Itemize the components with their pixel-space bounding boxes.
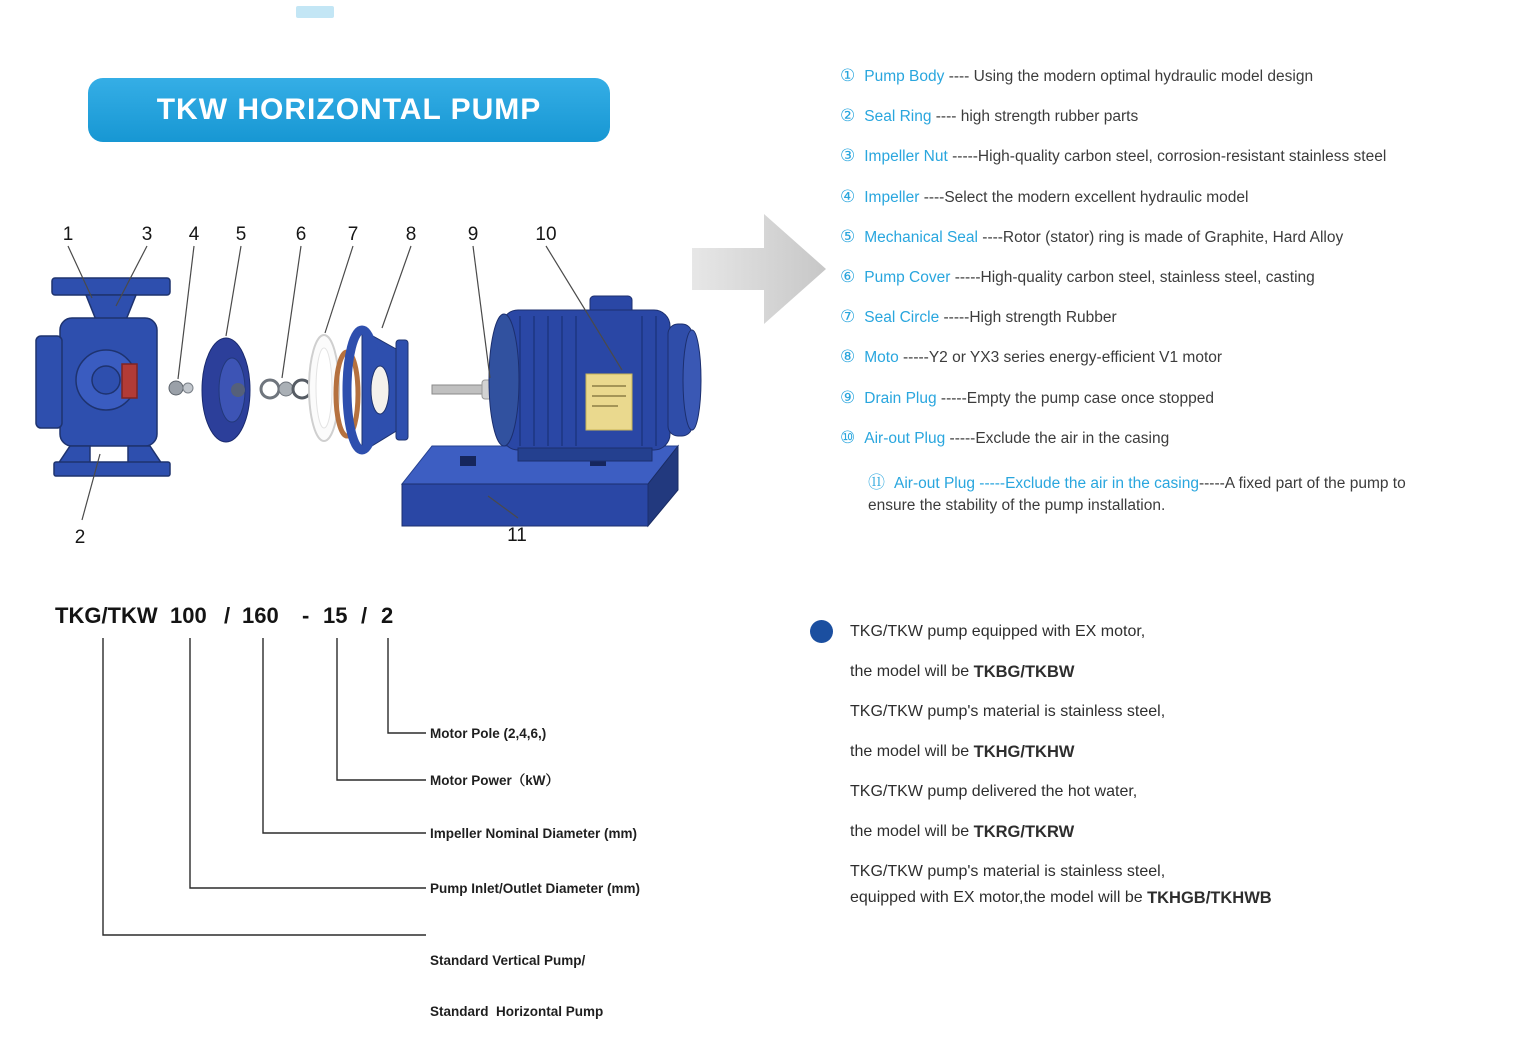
exploded-pump-diagram: [30, 198, 830, 563]
note-model-name: TKHG/TKHW: [973, 742, 1075, 761]
part-list-item: [840, 307, 1500, 347]
part-number-badge: ①: [840, 66, 856, 85]
note-text: TKG/TKW pump equipped with EX motor,: [850, 623, 1146, 640]
note-model-name: TKBG/TKBW: [973, 662, 1075, 681]
part-description: -----High-quality carbon steel, stainless steel, casting: [950, 268, 1315, 286]
part-label: Impeller: [864, 188, 920, 206]
part-list-item: [840, 347, 1500, 387]
part-description: -----High-quality carbon steel, corrosion-resistant stainless steel: [947, 148, 1387, 166]
callout-number-8: 8: [405, 224, 417, 245]
label-impeller-diameter: Impeller Nominal Diameter (mm): [430, 826, 638, 841]
part-list-item: [840, 388, 1500, 428]
part-list-item: [840, 227, 1500, 267]
part-description: -----High strength Rubber: [939, 309, 1117, 327]
note-text: the model will be: [850, 663, 974, 680]
model-code-power: 15: [323, 603, 348, 628]
part-label: Seal Circle: [864, 309, 940, 327]
part-label: Impeller Nut: [864, 148, 948, 166]
callout-number-9: 9: [467, 224, 479, 245]
part-description: ----Rotor (stator) ring is made of Graphite, Hard Alloy: [977, 228, 1344, 246]
note-line: [850, 878, 1470, 918]
part-list-item: [840, 468, 1500, 515]
model-code-connector-lines: [0, 600, 500, 1000]
part-number-badge: ⑥: [840, 266, 856, 286]
part-number-badge: ②: [840, 106, 856, 126]
part-number-badge: ⑧: [840, 347, 856, 367]
stray-print-mark: [296, 6, 334, 18]
part-list-item: [840, 428, 1500, 468]
part-number-badge: ④: [840, 186, 856, 206]
impeller-part: [202, 338, 250, 442]
part-description: -----Empty the pump case once stopped: [936, 389, 1215, 407]
part-list-item: [840, 66, 1500, 106]
part-number-badge: ⑤: [840, 226, 856, 246]
mechanical-seal-part: [261, 380, 311, 398]
callout-number-7: 7: [347, 224, 359, 245]
label-inlet-outlet: Pump Inlet/Outlet Diameter (mm): [430, 881, 641, 896]
title-banner: [88, 78, 610, 142]
model-code-inlet: 100: [170, 603, 207, 628]
model-variant-notes: [850, 612, 1470, 918]
part-list-item: [840, 106, 1500, 146]
part-description: ---- Using the modern optimal hydraulic model design: [944, 68, 1314, 85]
note-text: TKG/TKW pump's material is stainless steel,: [850, 703, 1166, 720]
part-description: ---- high strength rubber parts: [931, 108, 1139, 126]
note-model-name: TKHGB/TKHWB: [1147, 888, 1272, 907]
part-label: Pump Cover: [864, 268, 951, 286]
model-code-dash: -: [302, 603, 310, 628]
model-code-pole: 2: [381, 603, 394, 628]
label-motor-pole: Motor Pole (2,4,6,): [430, 726, 547, 741]
callout-number-11: 11: [507, 525, 527, 546]
note-text: the model will be: [850, 743, 974, 760]
callout-number-4: 4: [188, 224, 200, 245]
parts-legend: [840, 66, 1500, 515]
callout-number-6: 6: [295, 224, 307, 245]
model-code-impeller: 160: [242, 603, 279, 628]
label-motor-power: Motor Power（kW）: [430, 773, 560, 788]
note-line: [850, 692, 1470, 732]
part-label: Pump Body: [864, 68, 945, 85]
part-list-item: [840, 187, 1500, 227]
part-description: -----Y2 or YX3 series energy-efficient V1 motor: [898, 349, 1223, 367]
impeller-nut-part: [169, 381, 193, 395]
pump-casing-part: [36, 278, 170, 476]
label-standard-pump-line1: Standard Vertical Pump/: [430, 953, 586, 968]
part-list-item: [840, 267, 1500, 307]
part-label: Drain Plug: [864, 389, 937, 407]
part-description-line2: ensure the stability of the pump installation.: [868, 496, 1166, 514]
model-code-slash-1: /: [224, 603, 231, 628]
part-list-item: [840, 146, 1500, 186]
part-label: Air-out Plug: [894, 474, 975, 492]
note-model-name: TKRG/TKRW: [973, 822, 1075, 841]
callout-number-3: 3: [141, 224, 153, 245]
note-line: [850, 772, 1470, 812]
note-line: [850, 652, 1470, 692]
part-number-badge: ⑨: [840, 387, 856, 407]
note-text: TKG/TKW pump's material is stainless steel,: [850, 863, 1166, 880]
part-number-badge: ⑦: [840, 307, 856, 327]
part-label-extra: -----Exclude the air in the casing: [974, 474, 1199, 492]
model-code-slash-2: /: [361, 603, 368, 628]
part-number-badge: ③: [840, 146, 856, 166]
page-title: TKW HORIZONTAL PUMP: [156, 93, 542, 126]
model-code-series: TKG/TKW: [55, 603, 158, 628]
motor-part: [489, 296, 701, 461]
note-text: equipped with EX motor,the model will be: [850, 889, 1148, 906]
note-text: TKG/TKW pump delivered the hot water,: [850, 783, 1138, 800]
part-description: -----A fixed part of the pump to: [1198, 474, 1406, 492]
transition-arrow-icon: [692, 214, 826, 324]
note-line: [850, 812, 1470, 852]
part-label: Air-out Plug: [864, 429, 946, 447]
note-line: [850, 612, 1470, 652]
label-standard-pump: [430, 918, 603, 1037]
part-description: ----Select the modern excellent hydraulic model: [919, 188, 1249, 206]
part-description: -----Exclude the air in the casing: [945, 429, 1170, 447]
bullet-dot: [810, 620, 833, 643]
part-number-badge: ⑪: [868, 472, 885, 492]
note-line: [850, 732, 1470, 772]
part-label: Mechanical Seal: [864, 228, 978, 246]
part-label: Seal Ring: [864, 108, 932, 126]
part-label: Moto: [864, 349, 899, 367]
callout-number-1: 1: [62, 224, 74, 245]
callout-number-2: 2: [74, 527, 86, 548]
part-number-badge: ⑩: [840, 427, 856, 447]
callout-number-10: 10: [535, 224, 557, 245]
callout-number-5: 5: [235, 224, 247, 245]
label-standard-pump-line2: Standard Horizontal Pump: [430, 1004, 604, 1019]
note-text: the model will be: [850, 823, 974, 840]
